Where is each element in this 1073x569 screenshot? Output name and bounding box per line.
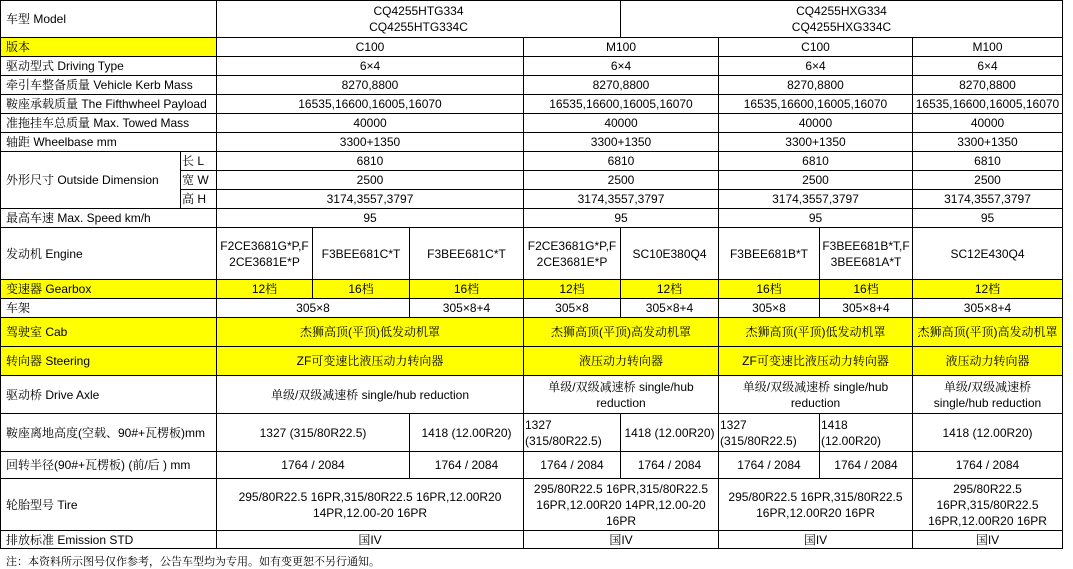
tire-cell: 295/80R22.5 16PR,315/80R22.5 16PR,12.00R20 14PR,12.00-20 16PR bbox=[217, 479, 524, 531]
radius-cell: 1764 / 2084 bbox=[621, 452, 719, 479]
wheelbase-cell: 3300+1350 bbox=[719, 133, 913, 152]
label-towed: 准拖挂车总质量 Max. Towed Mass bbox=[1, 114, 217, 133]
row-model bbox=[1, 1, 1063, 38]
speed-cell: 95 bbox=[913, 209, 1063, 228]
gearbox-cell: 12档 bbox=[524, 280, 621, 299]
cab-cell: 杰狮高顶(平顶)高发动机罩 bbox=[913, 318, 1063, 347]
emission-cell: 国IV bbox=[913, 531, 1063, 549]
row-engine bbox=[1, 228, 1063, 280]
engine-cell: F2CE3681G*P,F2CE3681E*P bbox=[524, 228, 621, 280]
label-axle: 驱动桥 Drive Axle bbox=[1, 376, 217, 414]
label-version: 版本 bbox=[1, 38, 217, 57]
towed-cell: 40000 bbox=[217, 114, 524, 133]
height-cell: 3174,3557,3797 bbox=[913, 190, 1063, 209]
axle-cell: 单级/双级减速桥 single/hub reduction bbox=[217, 376, 524, 414]
label-gearbox: 变速器 Gearbox bbox=[1, 280, 217, 299]
gearbox-cell: 12档 bbox=[621, 280, 719, 299]
height-cell: 3174,3557,3797 bbox=[217, 190, 524, 209]
steering-cell: ZF可变速比液压动力转向器 bbox=[719, 347, 913, 376]
model-group-1-line-2: CQ4255HTG334C bbox=[369, 20, 468, 34]
saddle-cell: 1327 (315/80R22.5) bbox=[217, 414, 410, 452]
label-model: 车型 Model bbox=[1, 1, 217, 38]
steering-cell: 液压动力转向器 bbox=[524, 347, 719, 376]
frame-cell: 305×8+4 bbox=[410, 299, 524, 318]
frame-cell: 305×8+4 bbox=[913, 299, 1063, 318]
gearbox-cell: 12档 bbox=[913, 280, 1063, 299]
label-wheelbase: 轴距 Wheelbase mm bbox=[1, 133, 217, 152]
label-fifthwheel: 鞍座承载质量 The Fifthwheel Payload bbox=[1, 95, 217, 114]
version-cell: C100 bbox=[217, 38, 524, 57]
row-kerb bbox=[1, 76, 1063, 95]
engine-cell: F3BEE681B*T,F3BEE681A*T bbox=[820, 228, 913, 280]
frame-cell: 305×8 bbox=[217, 299, 410, 318]
wheelbase-cell: 3300+1350 bbox=[524, 133, 719, 152]
drive-cell: 6×4 bbox=[719, 57, 913, 76]
gearbox-cell: 16档 bbox=[719, 280, 820, 299]
fifthwheel-cell: 16535,16600,16005,16070 bbox=[217, 95, 524, 114]
speed-cell: 95 bbox=[217, 209, 524, 228]
row-fifthwheel bbox=[1, 95, 1063, 114]
width-cell: 2500 bbox=[913, 171, 1063, 190]
emission-cell: 国IV bbox=[524, 531, 719, 549]
label-frame: 车架 bbox=[1, 299, 217, 318]
label-tire: 轮胎型号 Tire bbox=[1, 479, 217, 531]
width-cell: 2500 bbox=[719, 171, 913, 190]
row-wheelbase bbox=[1, 133, 1063, 152]
engine-cell: F3BEE681B*T bbox=[719, 228, 820, 280]
radius-cell: 1764 / 2084 bbox=[719, 452, 820, 479]
row-length bbox=[1, 152, 1063, 171]
label-engine: 发动机 Engine bbox=[1, 228, 217, 280]
label-kerb: 牵引车整备质量 Vehicle Kerb Mass bbox=[1, 76, 217, 95]
length-cell: 6810 bbox=[217, 152, 524, 171]
version-cell: M100 bbox=[524, 38, 719, 57]
cab-cell: 杰狮高顶(平顶)低发动机罩 bbox=[719, 318, 913, 347]
label-saddle: 鞍座离地高度(空载、90#+瓦楞板)mm bbox=[1, 414, 217, 452]
row-steering bbox=[1, 347, 1063, 376]
engine-cell: F3BEE681C*T bbox=[410, 228, 524, 280]
engine-cell: F2CE3681G*P,F2CE3681E*P bbox=[217, 228, 313, 280]
label-drive: 驱动型式 Driving Type bbox=[1, 57, 217, 76]
towed-cell: 40000 bbox=[524, 114, 719, 133]
model-group-1 bbox=[217, 1, 621, 38]
kerb-cell: 8270,8800 bbox=[913, 76, 1063, 95]
axle-cell: 单级/双级减速桥 single/hub reduction bbox=[524, 376, 719, 414]
emission-cell: 国IV bbox=[217, 531, 524, 549]
engine-cell: SC12E430Q4 bbox=[913, 228, 1063, 280]
engine-cell: SC10E380Q4 bbox=[621, 228, 719, 280]
axle-cell: 单级/双级减速桥 single/hub reduction bbox=[719, 376, 913, 414]
row-saddle bbox=[1, 414, 1063, 452]
height-cell: 3174,3557,3797 bbox=[524, 190, 719, 209]
drive-cell: 6×4 bbox=[217, 57, 524, 76]
wheelbase-cell: 3300+1350 bbox=[913, 133, 1063, 152]
row-tire bbox=[1, 479, 1063, 531]
label-emission: 排放标准 Emission STD bbox=[1, 531, 217, 549]
kerb-cell: 8270,8800 bbox=[524, 76, 719, 95]
towed-cell: 40000 bbox=[719, 114, 913, 133]
model-group-2 bbox=[621, 1, 1063, 38]
row-drive bbox=[1, 57, 1063, 76]
engine-cell: F3BEE681C*T bbox=[313, 228, 410, 280]
length-cell: 6810 bbox=[913, 152, 1063, 171]
tire-cell: 295/80R22.5 16PR,315/80R22.5 16PR,12.00R20 16PR bbox=[913, 479, 1063, 531]
model-group-1-line-1: CQ4255HTG334 bbox=[373, 4, 464, 18]
gearbox-cell: 12档 bbox=[217, 280, 313, 299]
version-cell: M100 bbox=[913, 38, 1063, 57]
gearbox-cell: 16档 bbox=[313, 280, 410, 299]
saddle-cell: 1418 (12.00R20) bbox=[820, 414, 913, 452]
emission-cell: 国IV bbox=[719, 531, 913, 549]
row-emission bbox=[1, 531, 1063, 549]
saddle-cell: 1418 (12.00R20) bbox=[621, 414, 719, 452]
cab-cell: 杰狮高顶(平顶)高发动机罩 bbox=[524, 318, 719, 347]
label-dim-w: 宽 W bbox=[181, 171, 217, 190]
row-speed bbox=[1, 209, 1063, 228]
label-dim-h: 高 H bbox=[181, 190, 217, 209]
height-cell: 3174,3557,3797 bbox=[719, 190, 913, 209]
kerb-cell: 8270,8800 bbox=[217, 76, 524, 95]
radius-cell: 1764 / 2084 bbox=[913, 452, 1063, 479]
fifthwheel-cell: 16535,16600,16005,16070 bbox=[913, 95, 1063, 114]
cab-cell: 杰狮高顶(平顶)低发动机罩 bbox=[217, 318, 524, 347]
fifthwheel-cell: 16535,16600,16005,16070 bbox=[719, 95, 913, 114]
model-group-2-line-1: CQ4255HXG334 bbox=[796, 4, 887, 18]
steering-cell: 液压动力转向器 bbox=[913, 347, 1063, 376]
kerb-cell: 8270,8800 bbox=[719, 76, 913, 95]
wheelbase-cell: 3300+1350 bbox=[217, 133, 524, 152]
speed-cell: 95 bbox=[524, 209, 719, 228]
tire-cell: 295/80R22.5 16PR,315/80R22.5 16PR,12.00R20 14PR,12.00-20 16PR bbox=[524, 479, 719, 531]
drive-cell: 6×4 bbox=[524, 57, 719, 76]
row-radius bbox=[1, 452, 1063, 479]
model-group-2-line-2: CQ4255HXG334C bbox=[791, 20, 892, 34]
saddle-cell: 1418 (12.00R20) bbox=[410, 414, 524, 452]
row-axle bbox=[1, 376, 1063, 414]
tire-cell: 295/80R22.5 16PR,315/80R22.5 16PR,12.00R20 16PR bbox=[719, 479, 913, 531]
length-cell: 6810 bbox=[719, 152, 913, 171]
row-version bbox=[1, 38, 1063, 57]
width-cell: 2500 bbox=[217, 171, 524, 190]
row-cab bbox=[1, 318, 1063, 347]
speed-cell: 95 bbox=[719, 209, 913, 228]
row-gearbox bbox=[1, 280, 1063, 299]
saddle-cell: 1418 (12.00R20) bbox=[913, 414, 1063, 452]
row-frame bbox=[1, 299, 1063, 318]
frame-cell: 305×8 bbox=[524, 299, 621, 318]
frame-cell: 305×8+4 bbox=[820, 299, 913, 318]
radius-cell: 1764 / 2084 bbox=[410, 452, 524, 479]
length-cell: 6810 bbox=[524, 152, 719, 171]
saddle-cell: 1327 (315/80R22.5) bbox=[719, 414, 820, 452]
label-steering: 转向器 Steering bbox=[1, 347, 217, 376]
gearbox-cell: 16档 bbox=[820, 280, 913, 299]
axle-cell: 单级/双级减速桥 single/hub reduction bbox=[913, 376, 1063, 414]
width-cell: 2500 bbox=[524, 171, 719, 190]
label-cab: 驾驶室 Cab bbox=[1, 318, 217, 347]
version-cell: C100 bbox=[719, 38, 913, 57]
label-dim-l: 长 L bbox=[181, 152, 217, 171]
frame-cell: 305×8 bbox=[719, 299, 820, 318]
gearbox-cell: 16档 bbox=[410, 280, 524, 299]
drive-cell: 6×4 bbox=[913, 57, 1063, 76]
saddle-cell: 1327 (315/80R22.5) bbox=[524, 414, 621, 452]
label-radius: 回转半径(90#+瓦楞板) (前/后 ) mm bbox=[1, 452, 217, 479]
steering-cell: ZF可变速比液压动力转向器 bbox=[217, 347, 524, 376]
fifthwheel-cell: 16535,16600,16005,16070 bbox=[524, 95, 719, 114]
label-dimension: 外形尺寸 Outside Dimension bbox=[1, 152, 181, 209]
towed-cell: 40000 bbox=[913, 114, 1063, 133]
row-towed bbox=[1, 114, 1063, 133]
frame-cell: 305×8+4 bbox=[621, 299, 719, 318]
radius-cell: 1764 / 2084 bbox=[217, 452, 410, 479]
label-speed: 最高车速 Max. Speed km/h bbox=[1, 209, 217, 228]
footnote: 注：本资料所示图号仅作参考，公告车型均为专用。如有变更恕不另行通知。 bbox=[6, 556, 380, 568]
radius-cell: 1764 / 2084 bbox=[820, 452, 913, 479]
radius-cell: 1764 / 2084 bbox=[524, 452, 621, 479]
